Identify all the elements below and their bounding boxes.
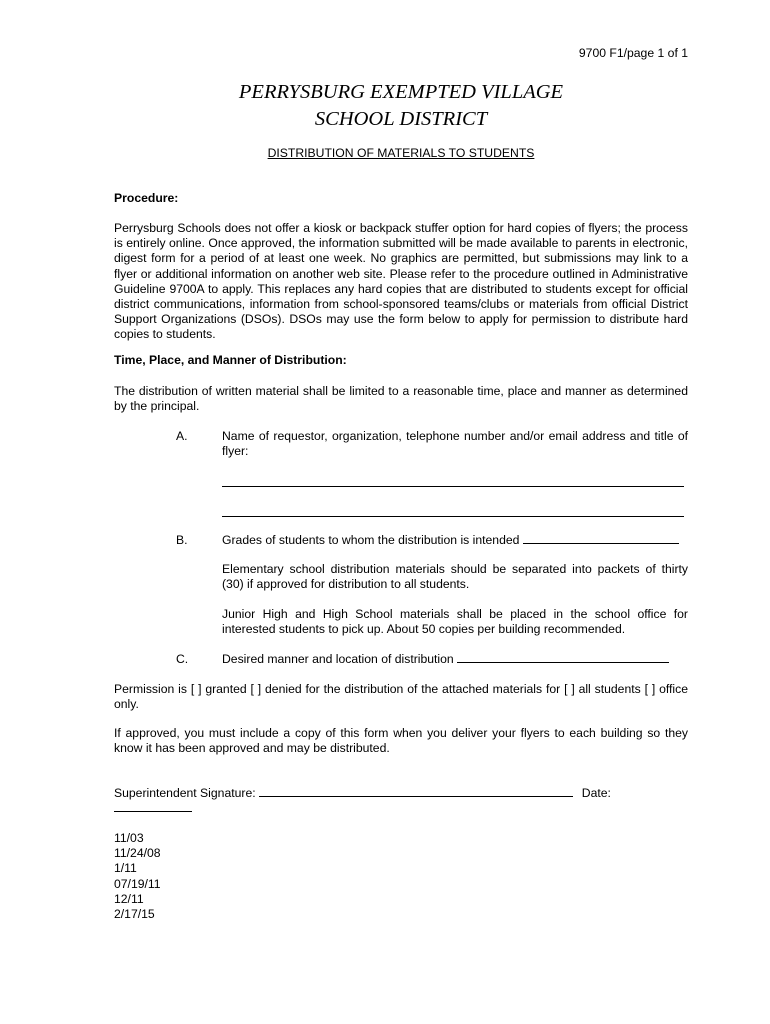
approval-note: If approved, you must include a copy of this form when you deliver your flyers to each building so they know it has been approved and may be distributed.: [114, 726, 688, 756]
item-b-text: Grades of students to whom the distribution is intended: [222, 533, 520, 547]
permission-statement: Permission is [ ] granted [ ] denied for the distribution of the attached materials for [ ] all students [ ] office only.: [114, 682, 688, 712]
item-c-text: Desired manner and location of distribution: [222, 652, 454, 666]
item-a-answer-line-2[interactable]: [222, 516, 684, 517]
signature-line[interactable]: [259, 786, 573, 797]
item-b-row: [222, 533, 688, 548]
item-c-letter: C.: [176, 652, 189, 666]
item-c-row: [222, 652, 688, 667]
signature-label: Superintendent Signature:: [114, 786, 256, 800]
item-b-letter: B.: [176, 533, 188, 547]
manner-location-answer-line[interactable]: [457, 652, 669, 663]
item-b-note-high-school: Junior High and High School materials shall be placed in the school office for interested students to pick up. About 50 copies per building recommended.: [222, 607, 688, 637]
date-line[interactable]: [114, 801, 192, 812]
revision-dates: [114, 831, 161, 922]
procedure-heading: Procedure:: [114, 191, 179, 205]
revision-date: 11/03: [114, 831, 144, 845]
district-title-line1: PERRYSBURG EXEMPTED VILLAGE: [238, 81, 564, 103]
grades-answer-line[interactable]: [523, 533, 679, 544]
item-a-letter: A.: [176, 429, 188, 443]
procedure-body: Perrysburg Schools does not offer a kiosk or backpack stuffer option for hard copies of flyers; the process is entirely online. Once approved, the information submitted will be made available to parents in electronic, digest form for a period of at least one week. No graphics are permitted, but submissions may link to a flyer or additional information on another web site. Please refer to the procedure outlined in Administrative Guideline 9700A to apply. This replaces any hard copies that are distributed to students except for official district communications, information from school-sponsored teams/clubs or materials from official District Support Organizations (DSOs). DSOs may use the form below to apply for permission to distribute hard copies to students.: [114, 221, 688, 342]
revision-date: 11/24/08: [114, 846, 161, 861]
item-b-note-elementary: Elementary school distribution materials should be separated into packets of thirty (30) if approved for distribution to all students.: [222, 562, 688, 592]
form-subtitle: DISTRIBUTION OF MATERIALS TO STUDENTS: [267, 146, 535, 160]
date-label: Date:: [581, 786, 611, 800]
item-a-answer-line-1[interactable]: [222, 486, 684, 487]
item-a-text: Name of requestor, organization, telephone number and/or email address and title of flyer:: [222, 429, 688, 459]
revision-date: 2/17/15: [114, 907, 155, 922]
time-place-body: The distribution of written material shall be limited to a reasonable time, place and manner as determined by the principal.: [114, 384, 688, 414]
revision-date: 12/11: [114, 891, 144, 906]
signature-row: [114, 786, 688, 816]
page-reference: 9700 F1/page 1 of 1: [578, 46, 688, 60]
time-place-heading: Time, Place, and Manner of Distribution:: [114, 353, 347, 367]
revision-date: 07/19/11: [114, 876, 161, 891]
district-title-line2: SCHOOL DISTRICT: [314, 108, 488, 130]
revision-date: 1/11: [114, 861, 137, 876]
